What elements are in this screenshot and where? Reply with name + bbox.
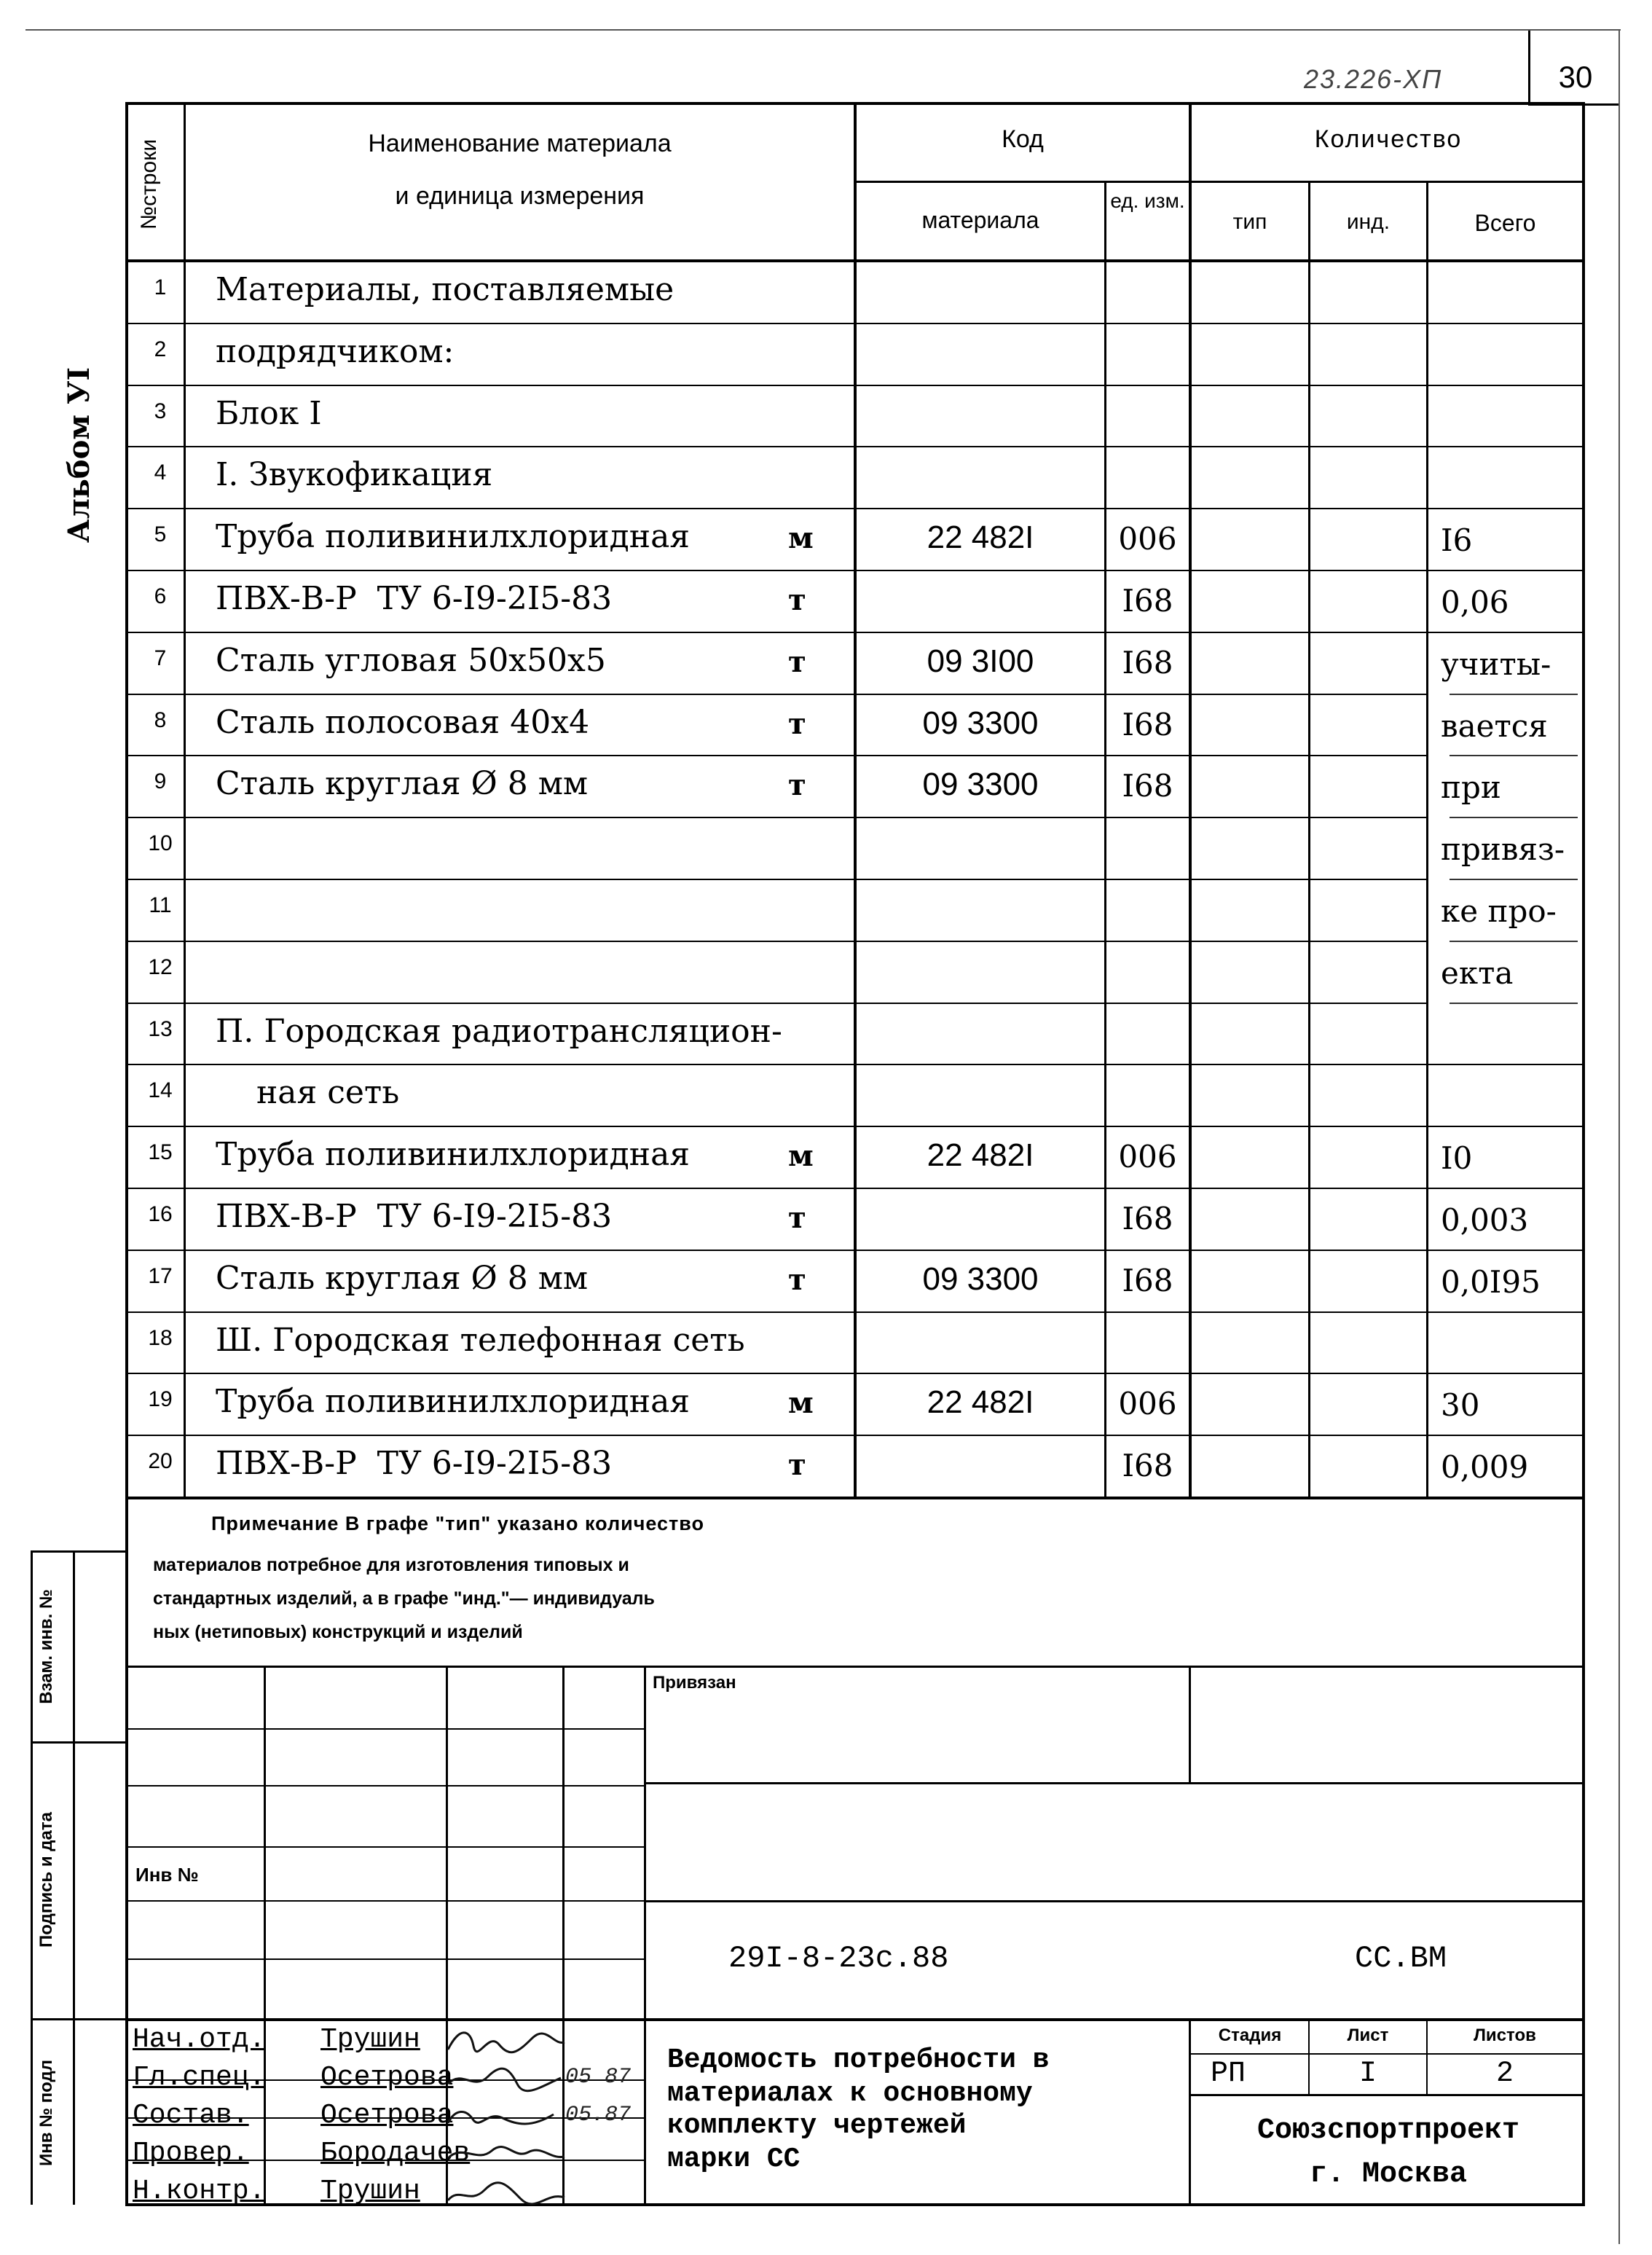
row-separator (125, 1064, 1428, 1065)
col-line-1 (184, 102, 186, 1498)
row-number: 13 (148, 1016, 173, 1041)
row-unit-code: I68 (1122, 706, 1173, 742)
row-unit-code: 006 (1118, 521, 1177, 557)
row-unit: м (788, 1386, 814, 1421)
header-quantity: Количество (1314, 125, 1463, 153)
row-number: 11 (149, 893, 172, 917)
header-code-material: материала (921, 207, 1039, 233)
row-total: ке про- (1441, 893, 1557, 929)
stamp-privyazan-vertical (1189, 1666, 1191, 1782)
frame-right-line (1618, 29, 1620, 2244)
row-separator (125, 1003, 1428, 1004)
handwritten-signature (444, 2024, 568, 2060)
sig-col-1 (264, 1666, 266, 2205)
staff-role: Состав. (133, 2100, 249, 2131)
row-name: ная сеть (216, 1074, 400, 1112)
row-unit-code: I68 (1122, 1262, 1173, 1298)
stamp-line-2446 (644, 1782, 1585, 1784)
row-material-code: 09 3300 (922, 766, 1039, 803)
row-total: при (1441, 769, 1501, 806)
stamp-right-border (1582, 1497, 1585, 2205)
header-sub-line (854, 181, 1585, 183)
row-unit-code: I68 (1122, 1201, 1173, 1236)
header-qty-type: тип (1232, 210, 1267, 234)
row-material-code: 09 3300 (922, 1260, 1039, 1297)
stamp-top-line (125, 1666, 1585, 1668)
row-total: вается (1441, 707, 1548, 744)
row-name: Блок I (216, 394, 322, 432)
row-separator-total (1450, 817, 1578, 818)
row-unit: м (788, 1139, 814, 1174)
row-separator (125, 632, 1428, 633)
staff-role: Провер. (133, 2138, 249, 2169)
row-separator-total (1450, 879, 1578, 880)
row-number: 9 (154, 769, 167, 794)
row-name: П. Городская радиотрансляцион- (216, 1012, 782, 1050)
row-number: 1 (154, 275, 167, 299)
signature-grid-line (125, 1958, 644, 1960)
row-separator (125, 508, 1428, 509)
row-separator (125, 941, 1428, 942)
label-podpis-data: Подпись и дата (36, 1812, 56, 1948)
organization-name: Союзспортпроект (1256, 2114, 1520, 2147)
stamp-info-vertical (1189, 2018, 1191, 2205)
row-unit: т (788, 1262, 806, 1297)
row-number: 20 (148, 1449, 173, 1474)
row-separator (125, 1250, 1428, 1251)
row-name: Сталь полосовая 40х4 (216, 703, 590, 741)
row-separator-total (1450, 694, 1578, 695)
sheet-value: I (1358, 2058, 1377, 2090)
row-separator-total (1428, 1064, 1585, 1065)
stamp-line-2770 (125, 2018, 1585, 2021)
row-total: 30 (1441, 1387, 1480, 1424)
row-name: Труба поливинилхлоридная (216, 1383, 691, 1421)
row-separator-total (1428, 508, 1585, 509)
title-line-1: Ведомость потребности в (667, 2044, 1050, 2076)
note-line-3: стандартных изделий, а в графе "инд."— индивидуаль (153, 1588, 655, 1609)
staff-role: Нач.отд. (133, 2024, 266, 2055)
header-name-line2: и единица измерения (395, 182, 645, 210)
stamp-left-border (125, 1497, 128, 2205)
row-number: 5 (154, 522, 167, 547)
stage-header: Стадия (1218, 2025, 1282, 2045)
row-separator-total (1428, 446, 1585, 447)
stamp-info-line2 (1189, 2094, 1585, 2096)
row-total: 0,003 (1441, 1202, 1529, 1238)
row-total: учиты- (1441, 646, 1551, 682)
note-line-4: ных (нетиповых) конструкций и изделий (153, 1622, 523, 1642)
row-separator (125, 323, 1428, 324)
table-right-border (1582, 102, 1585, 1498)
row-number: 19 (148, 1387, 173, 1412)
header-row-no: №строки (137, 138, 161, 230)
row-unit: т (788, 768, 806, 803)
col-line-4 (1189, 102, 1192, 1498)
row-name: Сталь угловая 50х50х5 (216, 641, 606, 679)
row-total: екта (1441, 954, 1514, 991)
row-unit-code: I68 (1122, 644, 1173, 681)
row-total: привяз- (1441, 831, 1565, 868)
row-separator (125, 1188, 1428, 1189)
stamp-main-vertical (644, 1666, 646, 2205)
header-qty-ind: инд. (1346, 210, 1391, 234)
row-unit: м (788, 521, 814, 556)
row-separator (125, 755, 1428, 756)
row-number: 18 (148, 1325, 173, 1350)
row-number: 10 (148, 831, 173, 856)
row-separator-total (1428, 632, 1585, 633)
row-name: ПВХ-В-Р ТУ 6-I9-2I5-83 (216, 1445, 613, 1483)
handwritten-signature (444, 2062, 568, 2098)
signature-grid-line (125, 1728, 644, 1730)
inv-no-label: Инв № (135, 1864, 199, 1886)
staff-date: 05 87 (565, 2065, 632, 2090)
row-separator-total (1428, 1126, 1585, 1127)
row-unit: т (788, 1201, 806, 1235)
row-material-code: 09 3300 (922, 705, 1039, 741)
sheet-header: Лист (1347, 2025, 1389, 2045)
table-bottom-border (125, 1497, 1585, 1499)
row-material-code: 22 482I (927, 1384, 1034, 1421)
row-unit: т (788, 583, 806, 617)
row-unit-code: I68 (1122, 1448, 1173, 1484)
row-separator-total (1450, 1003, 1578, 1004)
row-separator-total (1450, 755, 1578, 756)
row-separator-total (1428, 1373, 1585, 1374)
row-unit-code: I68 (1122, 583, 1173, 619)
row-material-code: 22 482I (927, 519, 1034, 556)
row-separator-total (1428, 385, 1585, 386)
staff-role: Гл.спец. (133, 2062, 266, 2093)
document-mark: СС.ВМ (1355, 1941, 1447, 1976)
row-number: 14 (148, 1078, 173, 1103)
row-name: ПВХ-В-Р ТУ 6-I9-2I5-83 (216, 580, 613, 617)
side-strip-left (31, 1550, 33, 2205)
row-name: Сталь круглая Ø 8 мм (216, 1259, 589, 1297)
row-separator (125, 1126, 1428, 1127)
row-name: подрядчиком: (216, 332, 455, 370)
row-name: Сталь круглая Ø 8 мм (216, 765, 589, 803)
note-line-1: Примечание В графе "тип" указано количество (211, 1513, 704, 1534)
row-name: ПВХ-В-Р ТУ 6-I9-2I5-83 (216, 1198, 613, 1235)
album-label: Альбом УI (62, 366, 96, 543)
row-separator-total (1428, 1435, 1585, 1436)
handwritten-signature (444, 2176, 568, 2212)
document-code: 23.226-ХП (1304, 64, 1443, 94)
row-separator (125, 1373, 1428, 1374)
note-line-2: материалов потребное для изготовления типовых и (153, 1555, 629, 1575)
row-name: I. Звукофикация (216, 456, 493, 494)
row-number: 6 (154, 584, 167, 608)
row-total: 0,0I95 (1441, 1263, 1541, 1300)
staff-name: Осетрова (320, 2100, 454, 2131)
row-unit: т (788, 1448, 806, 1483)
side-strip-mid (73, 1550, 75, 2205)
row-separator (125, 446, 1428, 447)
row-separator (125, 1311, 1428, 1313)
sheets-header: Листов (1474, 2025, 1536, 2045)
header-code-unit: ед. изм. (1110, 189, 1185, 212)
row-separator-total (1428, 1188, 1585, 1189)
row-name: Труба поливинилхлоридная (216, 518, 691, 556)
row-number: 15 (148, 1140, 173, 1165)
header-qty-total: Всего (1474, 210, 1536, 236)
row-number: 16 (148, 1202, 173, 1226)
row-number: 3 (154, 399, 167, 423)
row-separator-total (1428, 323, 1585, 324)
header-code: Код (1002, 125, 1044, 153)
title-line-4: марки СС (667, 2144, 801, 2175)
stamp-line-2608 (644, 1900, 1585, 1902)
signature-grid-line (125, 1785, 644, 1787)
side-strip-top (31, 1550, 128, 1553)
page-number: 30 (1558, 60, 1593, 94)
col-line-3 (1104, 181, 1106, 1498)
side-strip-sep1 (31, 1741, 128, 1744)
col-line-5 (1308, 181, 1310, 1498)
row-number: 8 (154, 707, 167, 732)
side-strip-sep2 (31, 2018, 128, 2020)
row-unit: т (788, 706, 806, 741)
row-number: 7 (154, 646, 167, 670)
signature-grid-line (125, 1900, 644, 1902)
row-separator (125, 879, 1428, 880)
sheets-value: 2 (1495, 2058, 1514, 2090)
staff-role: Н.контр. (133, 2176, 266, 2207)
row-separator-total (1450, 941, 1578, 942)
row-separator-total (1428, 1250, 1585, 1251)
staff-name: Осетрова (320, 2062, 454, 2093)
privyazan-label: Привязан (653, 1673, 736, 1693)
row-number: 12 (148, 954, 173, 979)
row-unit-code: I68 (1122, 768, 1173, 804)
frame-top-line (25, 29, 1621, 31)
row-unit: т (788, 644, 806, 679)
row-separator (125, 385, 1428, 386)
row-number: 2 (154, 337, 167, 361)
row-name: Труба поливинилхлоридная (216, 1136, 691, 1174)
row-separator-total (1428, 570, 1585, 571)
row-separator (125, 570, 1428, 571)
table-left-border (125, 102, 128, 1498)
row-total: I0 (1441, 1140, 1473, 1177)
row-number: 4 (154, 460, 167, 485)
row-material-code: 09 3I00 (927, 643, 1034, 679)
organization-city: г. Москва (1309, 2158, 1468, 2191)
stage-value: РП (1210, 2058, 1246, 2090)
title-line-3: комплекту чертежей (667, 2110, 967, 2141)
handwritten-signature (444, 2138, 568, 2174)
row-material-code: 22 482I (927, 1137, 1034, 1174)
row-name: Материалы, поставляемые (216, 271, 674, 308)
handwritten-signature (444, 2100, 568, 2136)
signature-grid-line (125, 1846, 644, 1848)
row-total: I6 (1441, 522, 1473, 559)
row-separator (125, 1435, 1428, 1436)
stamp-info-line1 (1189, 2053, 1585, 2055)
staff-name: Бородачев (320, 2138, 471, 2169)
label-vzam-inv: Взам. инв. № (36, 1589, 56, 1704)
header-name-line1: Наименование материала (368, 130, 672, 157)
row-unit-code: 006 (1118, 1139, 1177, 1175)
title-line-2: материалах к основному (667, 2078, 1033, 2109)
col-line-6 (1426, 181, 1428, 1498)
row-number: 17 (148, 1263, 173, 1288)
row-total: 0,009 (1441, 1449, 1529, 1486)
row-name: Ш. Городская телефонная сеть (216, 1321, 745, 1359)
row-unit-code: 006 (1118, 1386, 1177, 1422)
row-separator (125, 817, 1428, 818)
staff-name: Трушин (320, 2024, 420, 2055)
row-separator-total (1428, 1311, 1585, 1313)
page-number-box-left (1528, 29, 1530, 105)
row-total: 0,06 (1441, 584, 1509, 620)
label-inv-podl: Инв № подл (36, 2060, 56, 2166)
row-separator (125, 694, 1428, 695)
staff-date: 05.87 (565, 2103, 632, 2127)
staff-name: Трушин (320, 2176, 420, 2207)
document-designation: 29I-8-23с.88 (728, 1941, 949, 1976)
